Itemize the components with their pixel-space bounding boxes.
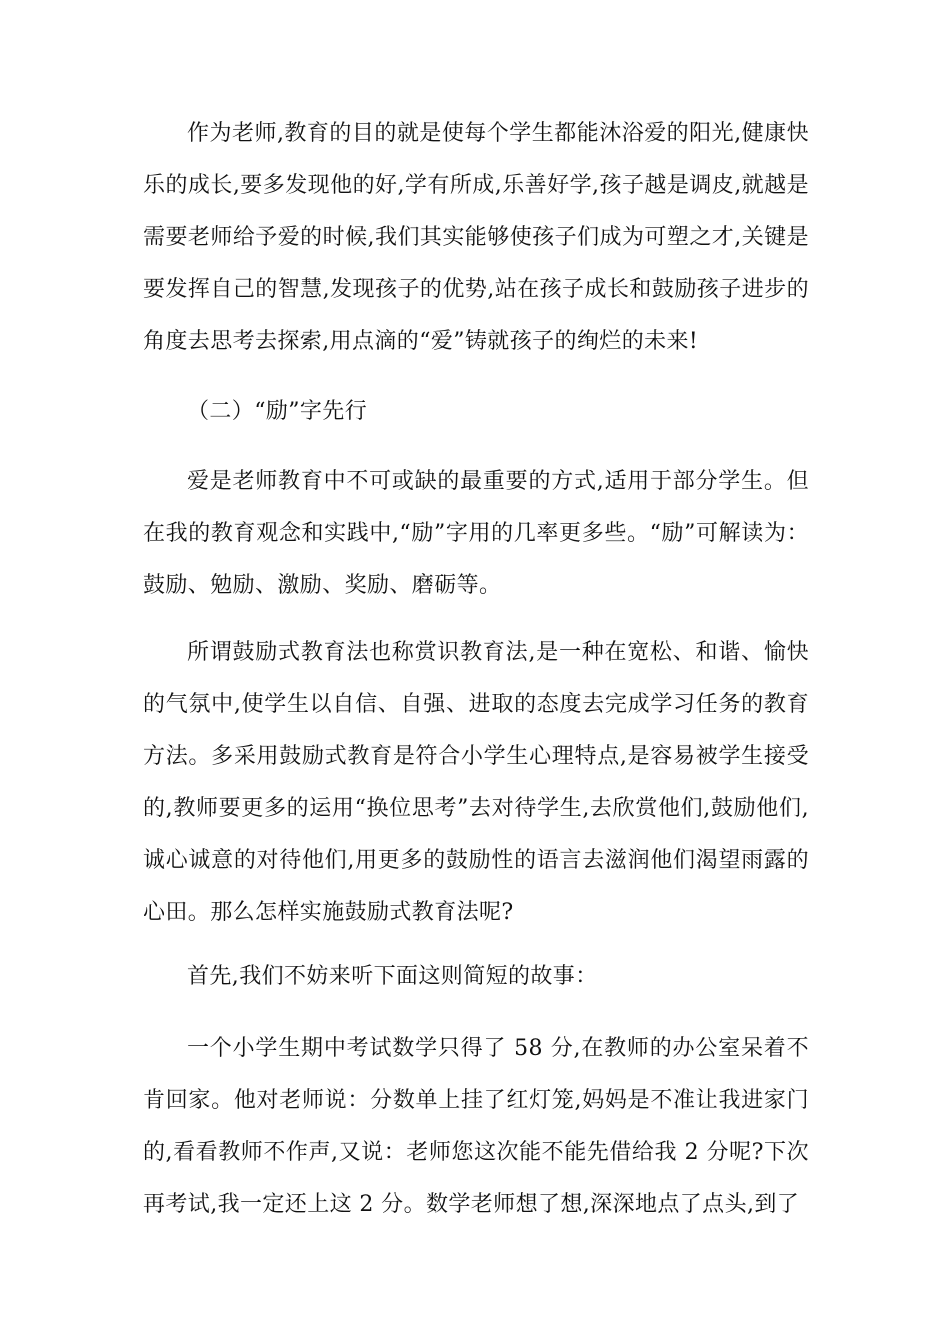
paragraph-story-intro: 首先,我们不妨来听下面这则简短的故事： — [187, 964, 598, 989]
paragraph-encouragement-intro: 爱是老师教育中不可或缺的最重要的方式,适用于部分学生。但在我的教育观念和实践中,“励”字用的几率更多些。“励”可解读为：鼓励、勉励、激励、奖励、磨砺等。 — [143, 469, 809, 598]
paragraph-encouragement-method: 所谓鼓励式教育法也称赏识教育法,是一种在宽松、和谐、愉快的气氛中,使学生以自信、自强、进取的态度去完成学习任务的教育方法。多采用鼓励式教育是符合小学生心理特点,是容易被学生接受的,教师要更多的运用“换位思考”去对待学生,去欣赏他们,鼓励他们,诚心诚意的对待他们,用更多的鼓励性的语言去滋润他们渴望雨露的心田。那么怎样实施鼓励式教育法呢? — [143, 640, 809, 925]
section-heading: （二）“励”字先行 — [187, 399, 368, 424]
paragraph-love-education: 作为老师,教育的目的就是使每个学生都能沐浴爱的阳光,健康快乐的成长,要多发现他的好,学有所成,乐善好学,孩子越是调皮,就越是需要老师给予爱的时候,我们其实能够使孩子们成为可塑之才,关键是要发挥自己的智慧,发现孩子的优势,站在孩子成长和鼓励孩子进步的角度去思考去探索,用点滴的“爱”铸就孩子的绚烂的未来! — [143, 121, 809, 354]
paragraph-story: 一个小学生期中考试数学只得了 58 分,在教师的办公室呆着不肯回家。他对老师说：分数单上挂了红灯笼,妈妈是不准让我进家门的,看看教师不作声,又说：老师您这次能不能先借给我 2 分呢?下次再考试,我一定还上这 2 分。数学老师想了想,深深地点了点头,到了 — [143, 1036, 809, 1217]
